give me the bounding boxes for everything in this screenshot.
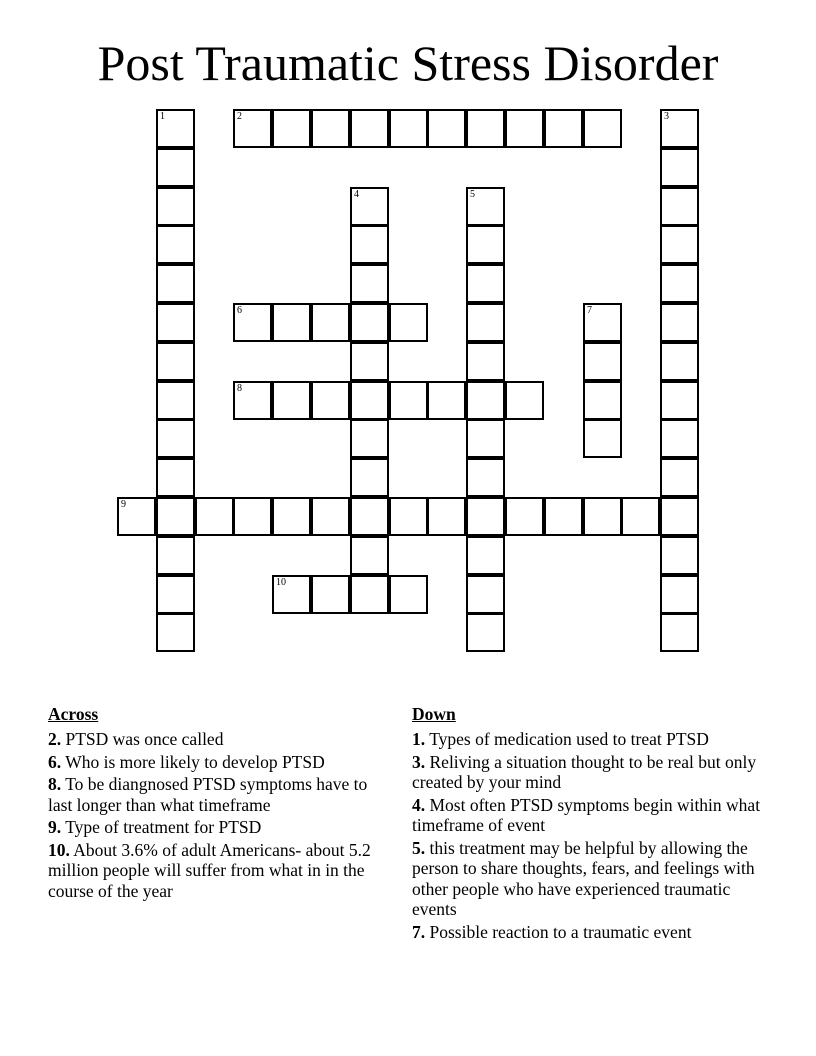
- clue-number-label: 8: [237, 383, 242, 394]
- down-clues: [412, 703, 772, 944]
- grid-cell[interactable]: [583, 497, 622, 536]
- clue-number: 3.: [412, 751, 426, 772]
- clue-number: 8.: [48, 774, 62, 794]
- clue-number-label: 6: [237, 305, 242, 316]
- grid-cell[interactable]: [272, 381, 311, 420]
- page-title: Post Traumatic Stress Disorder: [97, 35, 719, 91]
- grid-cell[interactable]: [311, 575, 350, 614]
- clue-across-2: [48, 729, 393, 750]
- clue-number-label: 2: [237, 111, 242, 122]
- clue-number: 6.: [48, 751, 62, 772]
- clue-number-label: 7: [587, 305, 592, 316]
- grid-cell[interactable]: [660, 419, 699, 458]
- grid-cell[interactable]: [156, 148, 195, 187]
- grid-cell[interactable]: [350, 575, 389, 614]
- grid-cell[interactable]: [660, 148, 699, 187]
- clue-text: Types of medication used to treat PTSD: [429, 729, 709, 749]
- clue-number-label: 3: [664, 111, 669, 122]
- down-heading: Down: [412, 704, 456, 724]
- grid-cell[interactable]: [311, 497, 350, 536]
- clue-number: 10.: [48, 839, 70, 860]
- grid-cell[interactable]: [466, 303, 505, 342]
- clue-number: 5.: [412, 837, 426, 858]
- grid-cell[interactable]: [156, 419, 195, 458]
- grid-cell[interactable]: [156, 613, 195, 652]
- clue-number: 2.: [48, 729, 62, 749]
- clue-across-9: [48, 817, 393, 838]
- grid-cell[interactable]: [505, 109, 544, 148]
- grid-cell[interactable]: [660, 264, 699, 303]
- grid-cell[interactable]: [660, 225, 699, 264]
- clue-number-label: 1: [160, 111, 165, 122]
- grid-cell[interactable]: [117, 497, 156, 536]
- grid-cell[interactable]: [466, 575, 505, 614]
- grid-cell[interactable]: [466, 536, 505, 575]
- clue-across-6: [48, 752, 393, 773]
- clue-down-3: [412, 752, 772, 793]
- clue-text: PTSD was once called: [65, 729, 224, 749]
- grid-cell[interactable]: [389, 497, 428, 536]
- grid-cell[interactable]: [660, 613, 699, 652]
- grid-cell[interactable]: [350, 225, 389, 264]
- grid-cell[interactable]: [660, 342, 699, 381]
- grid-cell[interactable]: [389, 109, 428, 148]
- grid-cell[interactable]: [621, 497, 660, 536]
- grid-cell[interactable]: [427, 381, 466, 420]
- clue-down-1: [412, 729, 772, 750]
- grid-cell[interactable]: [466, 613, 505, 652]
- grid-cell[interactable]: [272, 303, 311, 342]
- grid-cell[interactable]: [660, 536, 699, 575]
- grid-cell[interactable]: [272, 109, 311, 148]
- grid-cell[interactable]: [660, 497, 699, 536]
- clue-number-label: 4: [354, 189, 359, 200]
- clue-text: To be diangnosed PTSD symptoms have to last longer than what timeframe: [48, 774, 368, 815]
- grid-cell[interactable]: [466, 381, 505, 420]
- clue-down-7: [412, 922, 772, 943]
- grid-cell[interactable]: [272, 497, 311, 536]
- grid-cell[interactable]: [466, 419, 505, 458]
- grid-cell[interactable]: [233, 303, 272, 342]
- grid-cell[interactable]: [156, 458, 195, 497]
- clue-text: About 3.6% of adult Americans- about 5.2 million people will suffer from what in in the course of the year: [48, 839, 371, 901]
- clue-number-label: 10: [276, 577, 286, 588]
- grid-cell[interactable]: [311, 381, 350, 420]
- grid-cell[interactable]: [350, 303, 389, 342]
- clue-text: Type of treatment for PTSD: [65, 817, 262, 837]
- grid-cell[interactable]: [350, 109, 389, 148]
- grid-cell[interactable]: [311, 109, 350, 148]
- clue-number: 7.: [412, 921, 426, 942]
- grid-cell[interactable]: [156, 303, 195, 342]
- grid-cell[interactable]: [466, 109, 505, 148]
- grid-cell[interactable]: [233, 381, 272, 420]
- clue-number: 9.: [48, 817, 62, 837]
- grid-cell[interactable]: [389, 303, 428, 342]
- clue-down-5: [412, 838, 772, 920]
- grid-cell[interactable]: [350, 381, 389, 420]
- grid-cell[interactable]: [466, 458, 505, 497]
- across-heading: Across: [48, 704, 99, 724]
- grid-cell[interactable]: [583, 381, 622, 420]
- clue-text: Who is more likely to develop PTSD: [65, 751, 325, 772]
- grid-cell[interactable]: [233, 497, 272, 536]
- grid-cell[interactable]: [350, 536, 389, 575]
- grid-cell[interactable]: [389, 381, 428, 420]
- across-clues: [48, 703, 393, 903]
- grid-cell[interactable]: [350, 419, 389, 458]
- clue-text: Possible reaction to a traumatic event: [429, 921, 692, 942]
- grid-cell[interactable]: [583, 419, 622, 458]
- grid-cell[interactable]: [350, 342, 389, 381]
- grid-cell[interactable]: [466, 264, 505, 303]
- grid-cell[interactable]: [505, 381, 544, 420]
- clue-text: this treatment may be helpful by allowing the person to share thoughts, fears, and feelings with other people who have experienced traumatic events: [412, 837, 755, 919]
- clue-text: Reliving a situation thought to be real but only created by your mind: [412, 751, 757, 792]
- grid-cell[interactable]: [466, 497, 505, 536]
- grid-cell[interactable]: [660, 575, 699, 614]
- clue-text: Most often PTSD symptoms begin within what timeframe of event: [412, 794, 761, 835]
- grid-cell[interactable]: [350, 458, 389, 497]
- grid-cell[interactable]: [583, 109, 622, 148]
- grid-cell[interactable]: [505, 497, 544, 536]
- grid-cell[interactable]: [156, 381, 195, 420]
- grid-cell[interactable]: [156, 497, 195, 536]
- grid-cell[interactable]: [156, 109, 195, 148]
- clue-number-label: 9: [121, 499, 126, 510]
- clue-across-8: [48, 774, 393, 815]
- grid-cell[interactable]: [156, 342, 195, 381]
- grid-cell[interactable]: [350, 497, 389, 536]
- grid-cell[interactable]: [466, 342, 505, 381]
- grid-cell[interactable]: [660, 303, 699, 342]
- grid-cell[interactable]: [156, 536, 195, 575]
- grid-cell[interactable]: [195, 497, 234, 536]
- grid-cell[interactable]: [583, 303, 622, 342]
- grid-cell[interactable]: [156, 225, 195, 264]
- grid-cell[interactable]: [660, 109, 699, 148]
- grid-cell[interactable]: [350, 187, 389, 226]
- grid-cell[interactable]: [466, 187, 505, 226]
- clue-across-10: [48, 840, 393, 902]
- clue-number-label: 5: [470, 189, 475, 200]
- grid-cell[interactable]: [544, 497, 583, 536]
- grid-cell[interactable]: [156, 575, 195, 614]
- grid-cell[interactable]: [660, 381, 699, 420]
- grid-cell[interactable]: [427, 497, 466, 536]
- clue-number: 1.: [412, 729, 426, 749]
- grid-cell[interactable]: [156, 264, 195, 303]
- grid-cell[interactable]: [660, 187, 699, 226]
- grid-cell[interactable]: [350, 264, 389, 303]
- grid-cell[interactable]: [583, 342, 622, 381]
- grid-cell[interactable]: [389, 575, 428, 614]
- grid-cell[interactable]: [466, 225, 505, 264]
- grid-cell[interactable]: [272, 575, 311, 614]
- clue-number: 4.: [412, 794, 426, 815]
- grid-cell[interactable]: [427, 109, 466, 148]
- grid-cell[interactable]: [660, 458, 699, 497]
- grid-cell[interactable]: [233, 109, 272, 148]
- grid-cell[interactable]: [156, 187, 195, 226]
- clue-down-4: [412, 795, 772, 836]
- grid-cell[interactable]: [544, 109, 583, 148]
- grid-cell[interactable]: [311, 303, 350, 342]
